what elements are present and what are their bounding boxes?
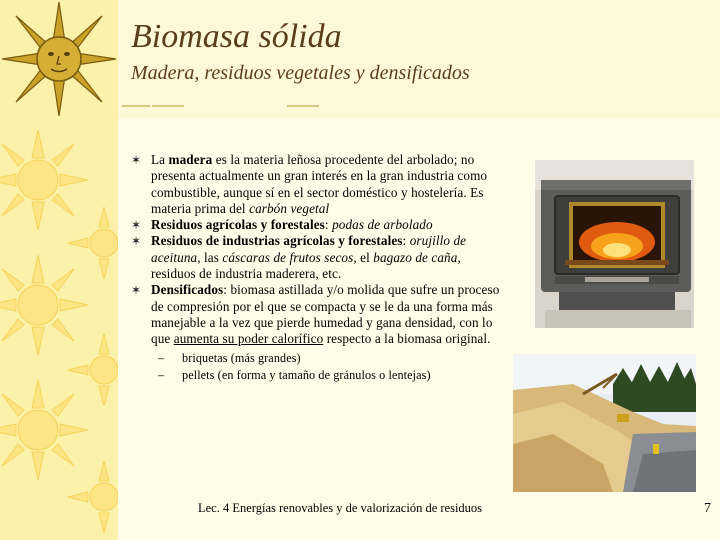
- bullet-text: : biomasa astillada y/o molida que sufre un proceso de compresión por el que se compacta y se le da una forma más manejable a la vez que pierde humedad y gana densidad, con lo que: [151, 282, 500, 347]
- asterisk-bullet-icon: ✶: [131, 153, 142, 167]
- list-item: [131, 233, 503, 282]
- bullet-text: Residuos agrícolas y forestales: [151, 217, 325, 233]
- bullet-text: Residuos de industrias agrícolas y forestales: [151, 233, 403, 249]
- biomass-pile-photo: [513, 354, 696, 492]
- bullet-text: cáscaras de frutos secos: [222, 249, 354, 265]
- bullet-text: , residuos de industria maderera, etc.: [151, 249, 461, 282]
- footer-text: Lec. 4 Energías renovables y de valorización de residuos: [198, 501, 483, 515]
- bullet-text: podas de arbolado: [332, 217, 433, 233]
- bullet-text: :: [324, 217, 333, 233]
- list-item: [131, 217, 503, 233]
- bullet-text: madera: [168, 152, 213, 167]
- slide-subtitle: Madera, residuos vegetales y densificados: [131, 62, 470, 84]
- bullet-text: La: [151, 152, 169, 167]
- bullet-text: :: [402, 233, 410, 249]
- list-item: [131, 282, 503, 347]
- sub-bullet-text: pellets (en forma y tamaño de gránulos o lentejas): [182, 367, 431, 382]
- sub-list-item: [131, 367, 503, 384]
- sidebar-sun-pattern-icon: [0, 125, 118, 540]
- slide-title: Biomasa sólida: [131, 18, 342, 55]
- bullet-text: orujillo de aceituna: [151, 233, 467, 265]
- title-divider: [122, 105, 150, 107]
- bullet-text: carbón vegetal: [249, 200, 330, 216]
- bullet-text: es la materia leñosa procedente del arbolado; no presenta actualmente un gran interés en la gran industria como combustible, aunque sí en el sector doméstico y hostelería. Es materia prima del: [151, 152, 488, 216]
- bullet-text: Densificados: [151, 282, 224, 298]
- title-divider: [287, 105, 319, 107]
- bullet-text: aumenta su poder calorífico: [173, 331, 324, 347]
- asterisk-bullet-icon: ✶: [131, 234, 142, 249]
- title-divider: [152, 105, 184, 107]
- asterisk-bullet-icon: ✶: [131, 218, 142, 233]
- bullet-text: , las: [197, 249, 223, 265]
- bullet-list: [131, 152, 503, 384]
- dash-bullet-icon: –: [158, 350, 165, 365]
- list-item: [131, 152, 503, 217]
- bullet-text: respecto a la biomasa original.: [323, 331, 491, 347]
- bullet-text: bagazo de caña: [373, 249, 458, 265]
- dash-bullet-icon: –: [158, 367, 165, 382]
- sub-list-item: [131, 350, 503, 367]
- wood-stove-photo: [535, 160, 694, 328]
- asterisk-bullet-icon: ✶: [131, 283, 142, 298]
- page-number: 7: [704, 501, 711, 516]
- sun-face-icon: [2, 2, 116, 116]
- bullet-text: , el: [353, 249, 374, 265]
- sub-bullet-text: briquetas (más grandes): [182, 350, 301, 365]
